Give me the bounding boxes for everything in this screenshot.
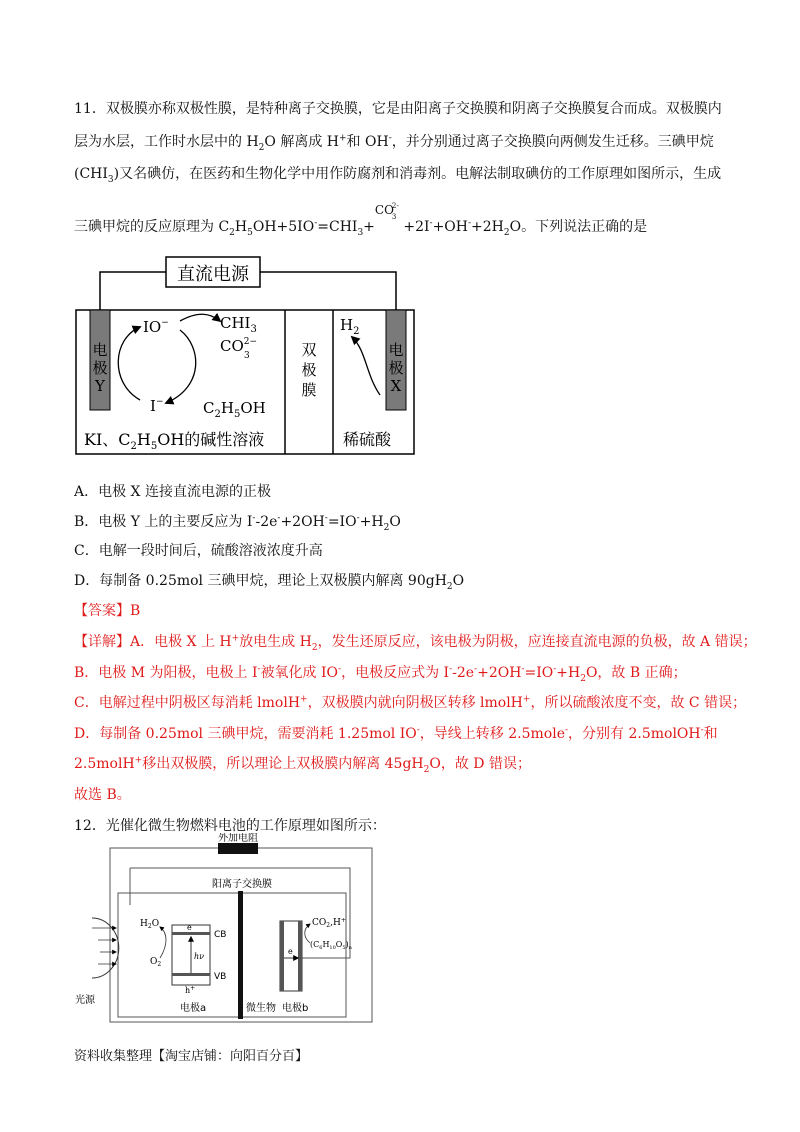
carbonate-sub: 3 [244,351,250,361]
electrode-x-char-2: 极 [388,359,404,377]
wire-left [100,272,166,310]
ethanol-label: $C_2H_5OH$ [203,399,266,420]
h2o-label: $H_2O$ [140,919,160,930]
q11-line-3: $(CHI_3)$又名碘仿，在医药和生物化学中用作防腐剂和消毒剂。电解法制取碘仿的工作原理如图所示，生成 [74,166,722,185]
electrode-b-label: 电极b [282,1003,309,1014]
electrode-b-plate [298,921,302,991]
carbonate-label: $CO^{2-}$ [220,337,258,355]
electron-b-label: e [288,947,293,956]
electron-a-label: e [187,923,192,932]
electrode-y-char-1: 电 [92,341,108,359]
detail-line-5: 2.5molH+移出双极膜，所以理论上双极膜内解离 $45gH_2O$，故 D 错误； [74,755,531,775]
right-solution-label: 稀硫酸 [343,430,392,449]
resistor-symbol [218,843,258,854]
conclusion: 故选 B。 [74,787,131,803]
arrow-iodide-to-iodate [118,327,140,400]
membrane-label: 阳离子交换膜 [212,879,272,890]
fuel-cell-diagram [70,833,380,1028]
electrode-a-label: 电极a [180,1003,207,1014]
membrane-char-2: 极 [301,361,317,379]
electrode-x-char-1: 电 [388,341,404,359]
left-solution-label: KI、$C_2H_5OH$的碱性溶液 [84,430,265,452]
q11-line-1: 11．双极膜亦称双极性膜，是特种离子交换膜，它是由阳离子交换膜和阴离子交换膜复合而成。双极膜内 [74,101,722,117]
electrode-y-char-2: 极 [92,359,108,377]
hydrogen-label: $H_2$ [340,316,360,337]
option-c: C．电解一段时间后，硫酸溶液浓度升高 [74,543,323,559]
o2-label: $O_2$ [150,957,162,968]
resistor-label: 外加电阻 [218,833,258,844]
hole-label: h+ [185,985,196,995]
detail-line-4: D．每制备 0.25mol 三碘甲烷，需要消耗 1.25mol IO-，导线上转移 2.5mole-，分别有 2.5molOH-和 [74,725,718,742]
arrow-hydrogen [352,337,380,395]
vb-band [172,973,210,976]
electrode-y-char-3: Y [95,377,105,395]
membrane-char-1: 双 [301,341,317,359]
carbonate-stack: CO 2- 3 [374,202,399,221]
iodate-label: IO− [143,318,169,336]
q12-line-1: 12．光催化微生物燃料电池的工作原理如图所示： [74,818,386,834]
iodoform-label: $CHI_3$ [220,314,257,335]
hv-label: hν [194,952,205,961]
arrow-o2-to-h2o [160,927,166,958]
option-d: D．每制备 0.25mol 三碘甲烷，理论上双极膜内解离 $90gH_2O$ [74,573,465,592]
option-a: A．电极 X 连接直流电源的正极 [74,484,271,500]
cb-label: CB [214,930,227,940]
detail-line-2: B．电极 M 为阳极，电极上 I-被氧化成 IO-，电极反应式为 $I^--2e^-+2OH^-=IO^-+H_2O$，故 B 正确； [74,664,687,684]
answer-label: 【答案】B [74,603,141,619]
arrow-iodate-to-iodoform [180,314,220,321]
co2-label: $CO_2,H^+$ [312,917,346,929]
footer-note: 资料收集整理【淘宝店铺：向阳百分百】 [74,1049,309,1064]
option-b: B．电极 Y 上的主要反应为 $I^--2e^-+2OH^-=IO^-+H_2O$ [74,513,401,533]
detail-line-3: C．电解过程中阴极区每消耗 lmolH+，双极膜内就向阴极区转移 lmolH+，所以硫酸浓度不变，故 C 错误； [74,694,747,711]
microbe-layer [280,921,284,991]
light-source-icon [92,918,119,978]
vb-label: VB [214,972,227,982]
wire-right [260,272,396,310]
light-source-label: 光源 [75,995,95,1006]
arrow-ethanol-loop [166,330,196,403]
iodide-label: I− [150,397,164,415]
membrane-char-3: 膜 [301,381,317,399]
electrolysis-diagram [70,255,440,460]
detail-line-1: 【详解】A．电极 X 上 H+放电生成 $H_2$，发生还原反应，该电极为阴极，应连接直流电源的负极，故 A 错误； [74,633,757,653]
cb-band [172,932,210,935]
power-source-label: 直流电源 [177,264,249,285]
q11-line-4: 三碘甲烷的反应原理为 $C_2H_5OH+5IO^-=CHI_3+$ CO 2- 3 $+2I^-+OH^-+2H_2O$。下列说法正确的是 [74,202,648,238]
q11-line-2: 层为水层，工作时水层中的 $H_2O$ 解离成 H+和 OH-，并分别通过离子交换膜向两侧发生迁移。三碘甲烷 [74,133,714,153]
cation-membrane [238,891,243,1019]
glucose-label: $(C_6H_{10}O_5)_n$ [310,940,352,951]
electrode-x-char-3: X [390,377,402,395]
inner-tank [118,893,346,1017]
microbe-label: 微生物 [246,1003,276,1014]
